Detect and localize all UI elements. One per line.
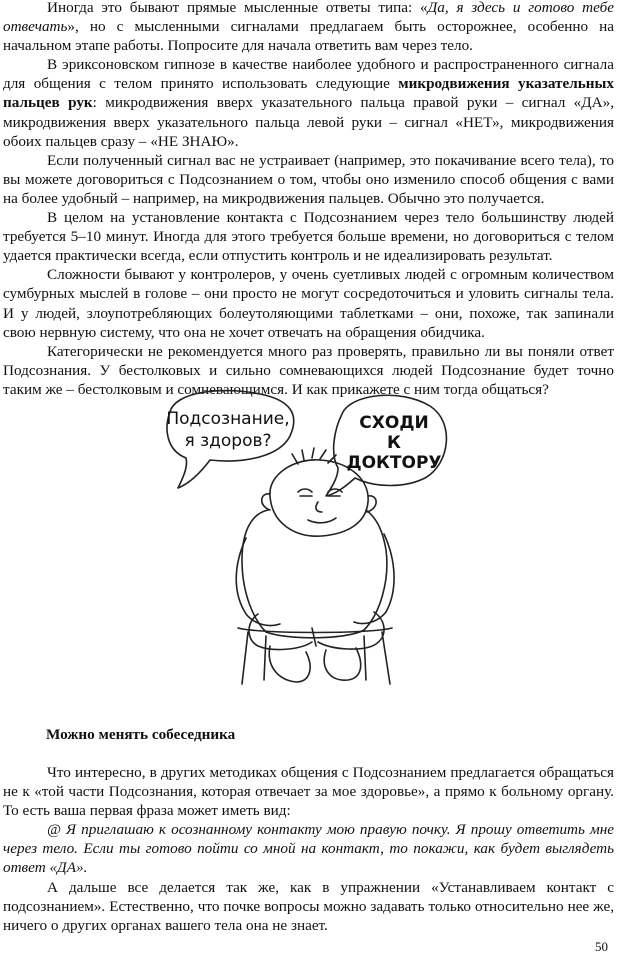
right-bubble-line-2: К: [387, 433, 401, 453]
paragraph: В эриксоновском гипнозе в качестве наиболее удобного и распространенного сигнала для общения с телом принято использовать следующие микродвижения указательных пальцев рук: микродвижения вверх указательного пальца правой руки – сигнал «ДА», микродвижения вверх указательного пальца левой руки – сигнал «НЕТ», микродвижения обоих пальцев сразу – «НЕ ЗНАЮ».: [3, 56, 614, 150]
paragraph: Сложности бывают у контролеров, у очень суетливых людей с огромным количеством сумбурных мыслей в голове – они просто не могут сосредоточиться и уловить сигналы тела. И у людей, злоупотребляющих болеутоляющими таблетками – они, похоже, так запинали свою нервную систему, что она не хочет отвечать на обращения обидчика.: [3, 266, 614, 341]
body: [242, 510, 387, 638]
paragraph: В целом на установление контакта с Подсознанием через тело большинству людей требуется 5–10 минут. Иногда для этого требуется больше времени, но договориться с телом удается практически всегда, если отпустить контроль и не идеализировать результат.: [3, 209, 614, 265]
page-number: 50: [595, 938, 608, 954]
right-bubble-line-3: ДОКТОРУ: [346, 453, 442, 473]
body-text-bottom: [3, 763, 614, 935]
paragraph: Что интересно, в других методиках общения с Подсознанием предлагается обращаться не к «той части Подсознания, которая отвечает за мое здоровье», а прямо к больному органу. То есть ваша первая фраза может иметь вид:: [3, 764, 614, 820]
paragraph: А дальше все делается так же, как в упражнении «Устанавливаем контакт с подсознанием». Естественно, что почке вопросы можно задавать только относительно нее же, ничего о других органах вашего тела она не знает.: [3, 878, 614, 934]
right-bubble-line-1: СХОДИ: [359, 413, 429, 433]
paragraph: Категорически не рекомендуется много раз проверять, правильно ли вы поняли ответ Подсознания. У бестолковых и сильно сомневающихся людей Подсознание будет точно таким же – бестолковым и сомневающимся. И как прикажете с ним тогда общаться?: [3, 342, 614, 398]
body-text-top: [3, 0, 614, 399]
section-heading: Можно менять собеседника: [46, 726, 236, 743]
paragraph: Иногда это бывают прямые мысленные ответы типа: «Да, я здесь и готово тебе отвечать», но с мысленными сигналами предлагаем быть осторожнее, особенно на начальном этапе работы. Попросите для начала ответить вам через тело.: [3, 0, 614, 55]
stool: [238, 628, 392, 633]
paragraph-italic: @ Я приглашаю к осознанному контакту мою правую почку. Я прошу ответить мне через тело. Если ты готово пойти со мной на контакт, то покажи, как будет выглядеть ответ «ДА».: [3, 821, 614, 877]
left-bubble-line-1: Подсознание,: [166, 409, 290, 429]
paragraph: Если полученный сигнал вас не устраивает (например, это покачивание всего тела), то вы можете договориться с Подсознанием о том, чтобы оно изменило способ общения с вами на более удобный – например, на микродвижения пальцев. Обычно это получается.: [3, 151, 614, 207]
cartoon-illustration: [150, 384, 480, 704]
left-bubble-line-2: я здоров?: [184, 431, 272, 451]
